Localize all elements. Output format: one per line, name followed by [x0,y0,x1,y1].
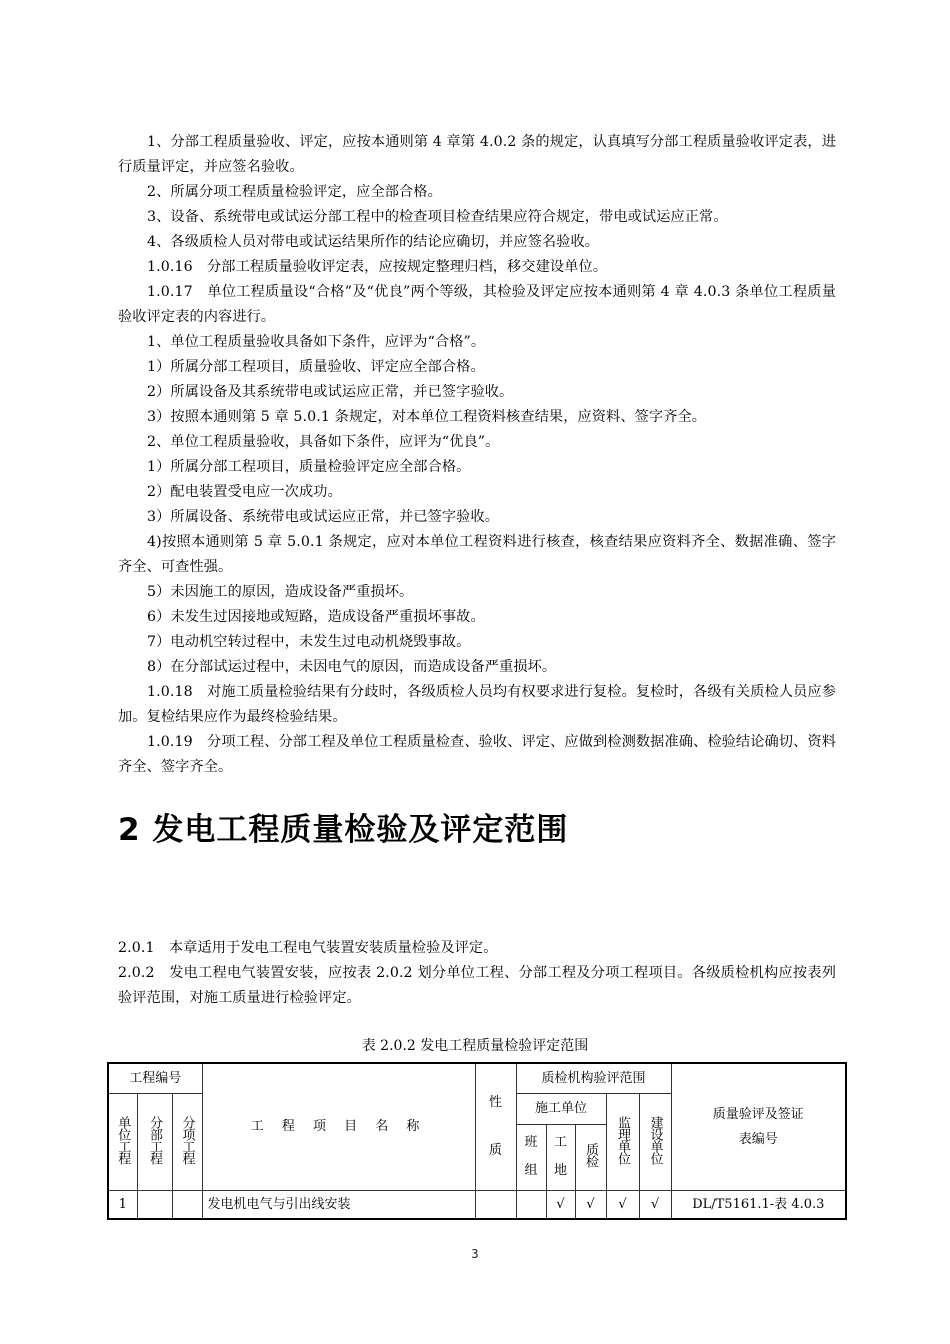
paragraph-excellent-3: 3）所属设备、系统带电或试运应正常，并已签字验收。 [147,509,500,525]
header-form-number [671,1063,846,1190]
header-team [516,1124,546,1190]
header-qc [575,1124,606,1190]
cell-project-name: 发电机电气与引出线安装 [202,1190,475,1219]
paragraph-item-1: 1、分部工程质量验收、评定，应按本通则第 4 章第 4.0.2 条的规定，认真填写分部工程质量验收评定表，进行质量评定，并应签名验收。 [118,134,836,175]
header-division-project [137,1093,172,1190]
header-form-number-line2: 表编号 [738,1131,778,1147]
section-heading: 2 发电工程质量检验及评定范围 [118,812,569,848]
header-site-line2: 地 [554,1163,568,1178]
header-nature [475,1063,516,1190]
clause-1-0-16: 1.0.16 分部工程质量验收评定表，应按规定整理归档，移交建设单位。 [147,259,608,275]
header-site [546,1124,575,1190]
paragraph-excellent-conditions: 2、单位工程质量验收，具备如下条件，应评为“优良”。 [147,434,500,450]
clause-2-0-1: 2.0.1 本章适用于发电工程电气装置安装质量检验及评定。 [118,940,498,956]
header-supervision-unit-text: 监理单位 [615,1115,631,1164]
cell-nature [475,1190,516,1219]
header-owner-unit-text: 建设单位 [647,1115,663,1164]
paragraph-qualified-1: 1）所属分部工程项目，质量验收、评定应全部合格。 [147,359,485,375]
paragraph-item-3: 3、设备、系统带电或试运分部工程中的检查项目检查结果应符合规定，带电或试运应正常。 [147,209,728,225]
paragraph-excellent-2: 2）配电装置受电应一次成功。 [147,484,342,500]
header-inspection-scope: 质检机构验评范围 [516,1063,671,1093]
clause-2-0-2: 2.0.2 发电工程电气装置安装，应按表 2.0.2 划分单位工程、分部工程及分项工程项目。各级质检机构应按表列验评范围，对施工质量进行检验评定。 [118,965,836,1006]
page-number: 3 [471,1247,479,1261]
header-team-line2: 组 [524,1163,538,1178]
header-owner-unit [639,1093,671,1190]
paragraph-excellent-1: 1）所属分部工程项目，质量检验评定应全部合格。 [147,459,471,475]
header-division-project-text: 分部工程 [147,1115,162,1164]
cell-owner-check: √ [639,1190,671,1219]
header-unit-project-text: 单位工程 [115,1115,131,1164]
header-item-project [172,1093,202,1190]
paragraph-excellent-7: 7）电动机空转过程中，未发生过电动机烧毁事故。 [147,634,471,650]
header-nature-bottom: 质 [489,1142,503,1158]
table-row [108,1190,846,1219]
cell-team [516,1190,546,1219]
table-header-row-1 [108,1063,846,1093]
header-construction-unit: 施工单位 [516,1093,606,1124]
header-project-name: 工 程 项 目 名 称 [202,1063,475,1190]
inspection-scope-table [107,1062,847,1220]
header-supervision-unit [606,1093,639,1190]
clause-1-0-18: 1.0.18 对施工质量检验结果有分歧时，各级质检人员均有权要求进行复检。复检时，各级有关质检人员应参加。复检结果应作为最终检验结果。 [118,684,836,725]
paragraph-excellent-5: 5）未因施工的原因，造成设备严重损坏。 [147,584,414,600]
clause-1-0-17: 1.0.17 单位工程质量设“合格”及“优良”两个等级，其检验及评定应按本通则第 4 章 4.0.3 条单位工程质量验收评定表的内容进行。 [118,284,836,325]
header-nature-top: 性 [489,1094,503,1110]
paragraph-excellent-8: 8）在分部试运过程中，未因电气的原因，而造成设备严重损坏。 [147,659,557,675]
header-form-number-line1: 质量验评及签证 [712,1106,804,1122]
paragraph-excellent-4: 4)按照本通则第 5 章 5.0.1 条规定，应对本单位工程资料进行核查，核查结果应资料齐全、数据准确、签字齐全、可查性强。 [118,534,836,575]
header-item-project-text: 分项工程 [179,1115,195,1164]
cell-site-check: √ [546,1190,575,1219]
header-project-number: 工程编号 [108,1063,202,1093]
paragraph-excellent-6: 6）未发生过因接地或短路，造成设备严重损坏事故。 [147,609,485,625]
header-team-line1: 班 [524,1135,538,1150]
cell-qc-check: √ [575,1190,606,1219]
table-caption: 表 2.0.2 发电工程质量检验评定范围 [361,1038,589,1054]
cell-division [137,1190,172,1219]
header-qc-text: 质检 [583,1143,599,1167]
clause-1-0-19: 1.0.19 分项工程、分部工程及单位工程质量检查、验收、评定、应做到检测数据准确、检验结论确切、资料齐全、签字齐全。 [118,734,836,775]
header-unit-project [108,1093,137,1190]
header-site-line1: 工 [554,1135,568,1150]
cell-supervision-check: √ [606,1190,639,1219]
paragraph-item-2: 2、所属分项工程质量检验评定，应全部合格。 [147,184,442,200]
paragraph-item-4: 4、各级质检人员对带电或试运结果所作的结论应确切，并应签名验收。 [147,234,600,250]
paragraph-qualified-conditions: 1、单位工程质量验收具备如下条件，应评为“合格”。 [147,334,486,350]
cell-unit: 1 [108,1190,137,1219]
paragraph-qualified-3: 3）按照本通则第 5 章 5.0.1 条规定，对本单位工程资料核查结果，应资料、签字齐全。 [147,409,707,425]
cell-form-number: DL/T5161.1-表 4.0.3 [671,1190,846,1219]
cell-item [172,1190,202,1219]
paragraph-qualified-2: 2）所属设备及其系统带电或试运应正常，并已签字验收。 [147,384,514,400]
